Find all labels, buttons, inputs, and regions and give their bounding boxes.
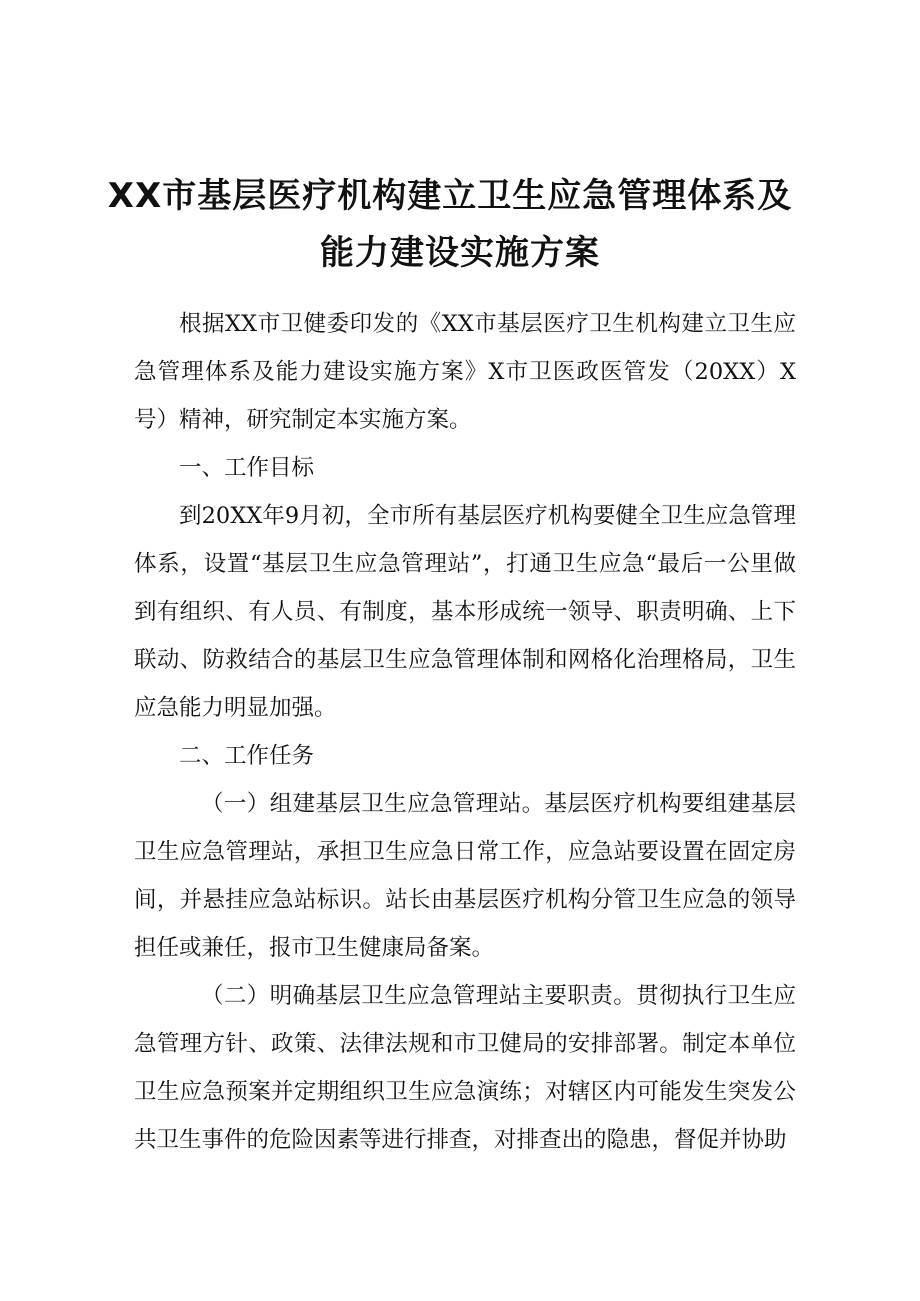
section-heading-goals: 一、工作目标 [179, 455, 315, 481]
paragraph-intro: 根据XX市卫健委印发的《XX市基层医疗卫生机构建立卫生应急管理体系及能力建设实施方案》X市卫医政医管发（20XX）X号）精神，研究制定本实施方案。 [134, 311, 796, 433]
document-body [134, 300, 796, 1164]
paragraph-task-1: （一）组建基层卫生应急管理站。基层医疗机构要组建基层卫生应急管理站，承担卫生应急日常工作，应急站要设置在固定房间，并悬挂应急站标识。站长由基层医疗机构分管卫生应急的领导担任或兼任，报市卫生健康局备案。 [134, 791, 796, 961]
document-title-line-1: XX市基层医疗机构建立卫生应急管理体系及 [107, 176, 793, 216]
paragraph-task-2: （二）明确基层卫生应急管理站主要职责。贯彻执行卫生应急管理方针、政策、法律法规和市卫健局的安排部署。制定本单位卫生应急预案并定期组织卫生应急演练；对辖区内可能发生突发公共卫生事件的危险因素等进行排查，对排查出的隐患，督促并协助 [134, 983, 796, 1153]
paragraph-goals: 到20XX年9月初，全市所有基层医疗机构要健全卫生应急管理体系，设置“基层卫生应急管理站”，打通卫生应急“最后一公里做到有组织、有人员、有制度，基本形成统一领导、职责明确、上下联动、防救结合的基层卫生应急管理体制和网格化治理格局，卫生应急能力明显加强。 [134, 503, 796, 721]
section-heading-tasks: 二、工作任务 [179, 743, 315, 769]
document-title-line-2: 能力建设实施方案 [320, 233, 600, 273]
